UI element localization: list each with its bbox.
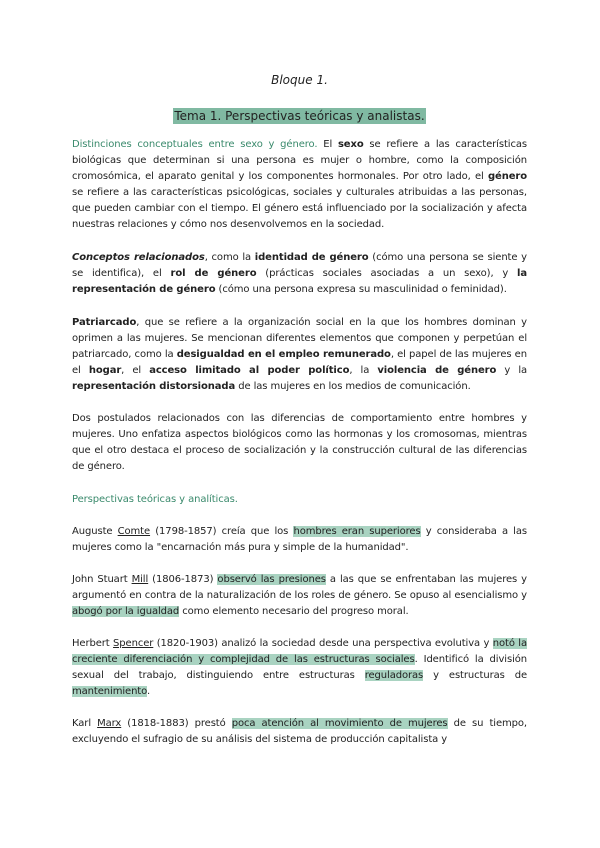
author-name: Spencer (113, 638, 154, 649)
highlight: mantenimiento (72, 686, 147, 697)
bold-term: desigualdad en el empleo remunerado (176, 349, 391, 360)
bold-term: sexo (337, 139, 364, 150)
text: , el (121, 365, 150, 376)
bold-term: la representación de género (72, 268, 528, 295)
text: (1820-1903) analizó la sociedad desde una perspectiva evolutiva y (153, 638, 493, 649)
text: se refiere a las características psicológicas, sociales y culturales atribuidas a las personas, que pueden cambiar con el tiempo. El género está influenciado por la socialización y afecta nuestras relaciones y cómo nos desenvolvemos en la sociedad. (72, 187, 527, 230)
section-heading-distinctions: Distinciones conceptuales entre sexo y género. (72, 139, 318, 150)
text: (1806-1873) (148, 574, 218, 585)
text: . (146, 686, 151, 697)
text: El (317, 139, 338, 150)
text: (cómo una persona se siente y se identifica), el (72, 252, 527, 279)
text: , la (349, 365, 378, 376)
text: (prácticas sociales asociadas a un sexo), y (256, 268, 518, 279)
highlight: abogó por la igualdad (72, 606, 180, 617)
text: como elemento necesario del progreso moral. (179, 606, 409, 617)
bold-term: hogar (88, 365, 122, 376)
section-heading-perspectives: Perspectivas teóricas y analíticas. (72, 494, 238, 505)
author-name: Marx (97, 718, 122, 729)
highlight: poca atención al movimiento de mujeres (231, 718, 448, 729)
text: , como la (204, 252, 255, 263)
bold-term: rol de género (170, 268, 257, 279)
paragraph-postulates: Dos postulados relacionados con las diferencias de comportamiento entre hombres y mujeres. Uno enfatiza aspectos biológicos como las hormonas y los cromosomas, mientras que el otro destaca el proceso de socialización y la construcción cultural de las diferencias de género. (72, 413, 527, 472)
text: de las mujeres en los medios de comunicación. (235, 381, 471, 392)
topic-title-wrap (72, 105, 527, 124)
text: , el papel de las mujeres en el (72, 349, 527, 376)
text: se refiere a las características biológicas que determinan si una persona es mujer o hombre, como la composición cromosómica, el aparato genital y los componentes hormonales. Por otro lado, el (72, 139, 527, 182)
author-name: Comte (117, 526, 151, 537)
highlight: observó las presiones (217, 574, 326, 585)
text: Herbert (72, 638, 114, 649)
text: Karl (72, 718, 98, 729)
bold-term: género (487, 171, 527, 182)
text: (1798-1857) creía que los (150, 526, 294, 537)
text: (cómo una persona expresa su masculinidad o feminidad). (215, 284, 507, 295)
paragraph-mill (72, 572, 527, 620)
bold-term: identidad de género (254, 252, 369, 263)
paragraph-sex-gender (72, 137, 527, 233)
paragraph-related-concepts (72, 250, 527, 298)
bold-term: representación distorsionada (72, 381, 236, 392)
text: . Identificó la división sexual del trabajo, distinguiendo entre estructuras (72, 654, 528, 681)
italic-term: Conceptos relacionados (72, 252, 205, 263)
topic-title: Tema 1. Perspectivas teóricas y analistas. (174, 109, 425, 123)
bold-term: acceso limitado al poder político (149, 365, 350, 376)
paragraph-comte (72, 524, 527, 556)
highlight: hombres eran superiores (293, 526, 421, 537)
text: John Stuart (72, 574, 132, 585)
paragraph-patriarchy (72, 315, 527, 395)
text: y consideraba a las mujeres como la "encarnación más pura y simple de la humanidad". (72, 526, 527, 553)
paragraph-marx (72, 716, 527, 748)
text: de su tiempo, excluyendo el sufragio de su análisis del sistema de producción capitalista y (72, 718, 527, 745)
highlight: notó la creciente diferenciación y complejidad de las estructuras sociales (72, 638, 527, 665)
bold-term: violencia de género (377, 365, 497, 376)
highlight: reguladoras (364, 670, 424, 681)
paragraph-spencer (72, 636, 527, 700)
text: y la (496, 365, 528, 376)
text: , que se refiere a la organización social en la que los hombres dominan y oprimen a las mujeres. Se mencionan diferentes elementos que componen y perpetúan el patriarcado, como la (72, 317, 527, 360)
bold-term: Patriarcado (72, 317, 137, 328)
text: y estructuras de (423, 670, 527, 681)
text: Auguste (72, 526, 118, 537)
author-name: Mill (131, 574, 149, 585)
block-title: Bloque 1. (271, 73, 328, 87)
text: a las que se enfrentaban las mujeres y argumentó en contra de la naturalización de los roles de género. Se opuso al esencialismo y (72, 574, 527, 601)
text: (1818-1883) prestó (121, 718, 232, 729)
